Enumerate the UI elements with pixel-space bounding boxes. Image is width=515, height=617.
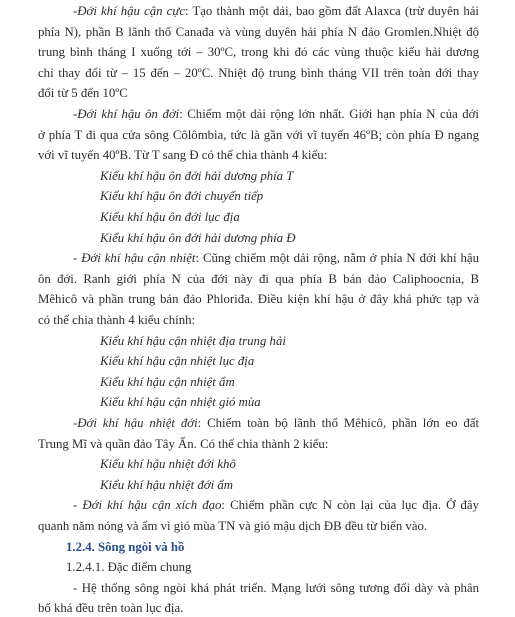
para-line: với vĩ tuyến 40ºB. Từ T sang Đ có thể chia thành 4 kiểu: <box>38 148 328 163</box>
list-item: Kiểu khí hậu nhiệt đới khô <box>100 457 236 472</box>
list-item: Kiểu khí hậu cận nhiệt ẩm <box>100 374 235 389</box>
para-nhiet-doi-line <box>73 414 479 432</box>
term-can-cuc: -Đới khí hậu cận cực <box>73 4 185 18</box>
para-line: trung bình tháng I xuống tới – 30ºC, trong khi đó các vùng thuộc kiểu hải dương <box>38 45 479 60</box>
subsection-heading: 1.2.4.1. Đặc điểm chung <box>66 560 192 575</box>
para-line: Trung Mĩ và quần đảo Tây Ấn. Có thể chia thành 2 kiểu: <box>38 436 329 451</box>
para-line: có thể chia thành 4 kiểu chính: <box>38 313 196 327</box>
text: : Chiếm toàn bộ lãnh thổ Mêhicô, phần lớn eo đất <box>197 416 479 430</box>
text: : Cũng chiếm một dải rộng, nằm ở phía N đới khí hậu <box>195 251 480 266</box>
para-line: ôn đới. Ranh giới phía N của đới này đi qua phía B bán đảo Caliphoocnia, B <box>38 271 479 286</box>
term-nhiet-doi: -Đới khí hậu nhiệt đới <box>73 416 198 430</box>
para-line: bố khá đều trên toàn lục địa. <box>38 601 184 616</box>
list-item: Kiểu khí hậu nhiệt đới ẩm <box>100 477 234 492</box>
para-on-doi-line <box>73 105 479 123</box>
term-can-xich-dao: - Đới khí hậu cận xích đạo <box>73 498 222 513</box>
list-item: Kiểu khí hậu ôn đới chuyển tiếp <box>100 189 264 204</box>
text: : Tạo thành một dải, bao gồm đất Alaxca (trừ duyên hải <box>185 4 479 18</box>
para-line: Mêhicô và phần trung bán đảo Phloriđa. Điều kiện khí hậu ở đây khá phức tạp và <box>38 292 479 307</box>
term-can-nhiet: - Đới khí hậu cận nhiệt <box>73 251 196 266</box>
para-can-xich-dao-line <box>73 496 479 514</box>
section-heading: 1.2.4. Sông ngòi và hồ <box>66 539 185 554</box>
para-line: chỉ thay đổi từ – 15 đến – 20ºC. Nhiệt độ trung bình tháng VII trên toàn đới thay <box>38 65 479 80</box>
para-can-cuc-line <box>73 2 479 20</box>
para-line: - Hệ thống sông ngòi khá phát triển. Mạng lưới sông tương đối dày và phân <box>73 580 479 595</box>
list-item: Kiểu khí hậu ôn đới hải dương phía T <box>100 168 294 183</box>
list-item: Kiểu khí hậu cận nhiệt gió mùa <box>100 395 261 410</box>
para-line: ở phía T đi qua cửa sông Côlômbia, tức là gần với vĩ tuyến 46ºB; còn phía Đ ngang <box>38 127 479 142</box>
term-on-doi: -Đới khí hậu ôn đới <box>73 107 180 121</box>
text: : Chiếm phần cực N còn lại của lục địa. Ở đây <box>221 498 479 513</box>
para-line: đổi từ 5 đến 10ºC <box>38 86 128 101</box>
para-can-nhiet-line <box>73 249 479 267</box>
list-item: Kiểu khí hậu ôn đới hải dương phía Đ <box>100 230 296 245</box>
list-item: Kiểu khí hậu cận nhiệt lục địa <box>100 354 255 369</box>
text: : Chiếm một dải rộng lớn nhất. Giới hạn phía N của đới <box>179 107 479 121</box>
para-line: quanh năm nóng và ẩm vì gió mùa TN và gió mậu dịch ĐB đều từ biển vào. <box>38 519 428 533</box>
list-item: Kiểu khí hậu ôn đới lục địa <box>100 210 240 224</box>
list-item: Kiểu khí hậu cận nhiệt địa trung hải <box>100 333 286 348</box>
para-line: phía N), phần B lãnh thổ Canađa và vùng duyên hải phía N đảo Gromlen.Nhiệt độ <box>38 24 479 39</box>
